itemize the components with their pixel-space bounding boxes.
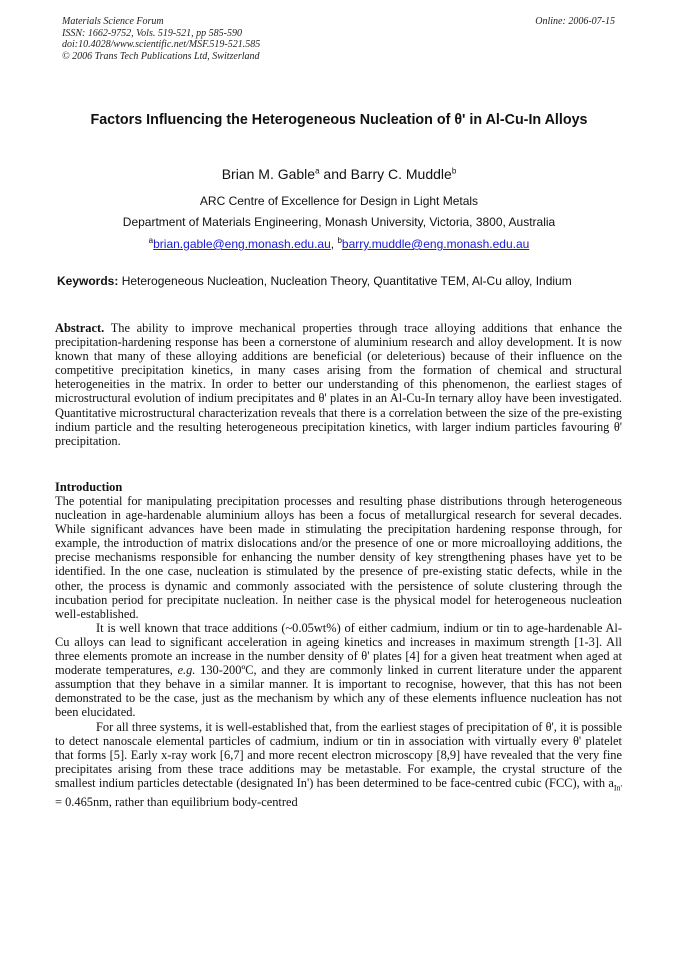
email-a-sup: a [148, 236, 154, 245]
intro-p3-subscript: In' [613, 783, 622, 793]
abstract-label: Abstract. [55, 321, 105, 335]
email-link-gable[interactable]: brian.gable@eng.monash.edu.au [153, 237, 331, 251]
intro-p2-part-b: 130-200ºC, and they are commonly linked in current literature under the apparent assumption that they behave in a similar manner. It is important to recognise, however, that this has not been demonstrated to be the case, just as the mechanism by which any of these elements influence nucleation has not been elucidated. [55, 663, 622, 720]
intro-p2-part-a: It is well known that trace additions (~0.05wt%) of either cadmium, indium or tin to age-hardenable Al-Cu alloys can lead to significant acceleration in ageing kinetics and increases in maximum strength [1-3]. All three elements promote an increase in the number density of θ' plates [4] for a given heat treatment when aged at moderate temperatures, [55, 620, 622, 678]
issn-line: ISSN: 1662-9752, Vols. 519-521, pp 585-590 [62, 27, 242, 39]
email-link-muddle[interactable]: barry.muddle@eng.monash.edu.au [341, 237, 530, 251]
intro-paragraph-2 [55, 621, 622, 720]
author-muddle: Barry C. Muddle [350, 166, 452, 182]
affiliation-centre: ARC Centre of Excellence for Design in Light Metals [199, 194, 479, 208]
intro-p3-part-a: For all three systems, it is well-established that, from the earliest stages of precipitation of θ', it is possible to detect nanoscale elemental particles of cadmium, indium or tin in association with virtually every θ' platelet that forms [5]. Early x-ray work [6,7] and more recent electron microscopy [8,9] have revealed that the very fine precipitates arising from these trace additions may be metastable. For example, the crystal structure of the smallest indium particles detectable (designated In') has been determined to be face-centred cubic (FCC), with a [55, 719, 622, 790]
intro-paragraph-1: The potential for manipulating precipitation processes and resulting phase distributions through heterogeneous nucleation in age-hardenable aluminium alloys has been a focus of metallurgical research for several decades. While significant advances have been made in stimulating the precipitation hardening response through, for example, the introduction of matrix dislocations and/or the presence of one or more microalloying additions, the precise mechanisms responsible for enhancing the number density of key strengthening phases have yet to be identified. In the one case, nucleation is stimulated by the presence of pre-existing static defects, while in the other, the process is dynamic and commonly associated with the persistence of solute clustering through the incubation period for precipitate nucleation. In neither case is the physical model for heterogeneous nucleation well-established. [55, 494, 622, 621]
doi-line: doi:10.4028/www.scientific.net/MSF.519-521.585 [62, 39, 261, 50]
author-gable: Brian M. Gable [221, 166, 316, 182]
introduction-heading: Introduction [55, 480, 123, 494]
email-line [0, 236, 678, 251]
author-gable-sup: a [315, 166, 320, 176]
intro-paragraph-3 [55, 720, 622, 810]
abstract-text: The ability to improve mechanical properties through trace alloying additions that enhance the precipitation-hardening response has been a cornerstone of aluminium research and alloy development. It is now known that many of these alloying additions are beneficial (or deleterious) because of their influence on the competitive precipitation kinetics, in many cases arising from the formation of chemical and structural heterogeneities in the matrix. In order to better our understanding of this phenomenon, the earliest stages of microstructural evolution of indium precipitates and θ' plates in an Al-Cu-In ternary alloy have been investigated. Quantitative microstructural characterization reveals that there is a correlation between the size of the pre-existing indium particle and the resulting heterogeneous precipitation kinetics, with larger indium particles favouring θ' precipitation. [55, 321, 622, 448]
intro-p3-part-b: = 0.465nm, rather than equilibrium body-centred [55, 795, 298, 810]
author-muddle-sup: b [451, 166, 457, 176]
keywords-label: Keywords: [57, 274, 119, 288]
affiliation-department: Department of Materials Engineering, Monash University, Victoria, 3800, Australia [122, 215, 556, 229]
keywords-text: Heterogeneous Nucleation, Nucleation Theory, Quantitative TEM, Al-Cu alloy, Indium [118, 274, 572, 288]
keywords-line [57, 274, 627, 288]
journal-name: Materials Science Forum [62, 16, 164, 27]
journal-header [62, 16, 260, 62]
author-conjunction: and [319, 166, 351, 182]
email-separator: , [330, 237, 338, 251]
email-b-sup: b [337, 236, 342, 245]
copyright-line: © 2006 Trans Tech Publications Ltd, Switzerland [62, 50, 260, 62]
online-date: Online: 2006-07-15 [535, 16, 615, 27]
paper-title: Factors Influencing the Heterogeneous Nucleation of θ' in Al-Cu-In Alloys [90, 112, 588, 128]
author-line [0, 166, 678, 182]
abstract-paragraph [55, 321, 622, 448]
introduction-section [55, 494, 622, 810]
abstract-section [55, 321, 622, 448]
intro-p2-eg: e.g. [177, 663, 196, 678]
